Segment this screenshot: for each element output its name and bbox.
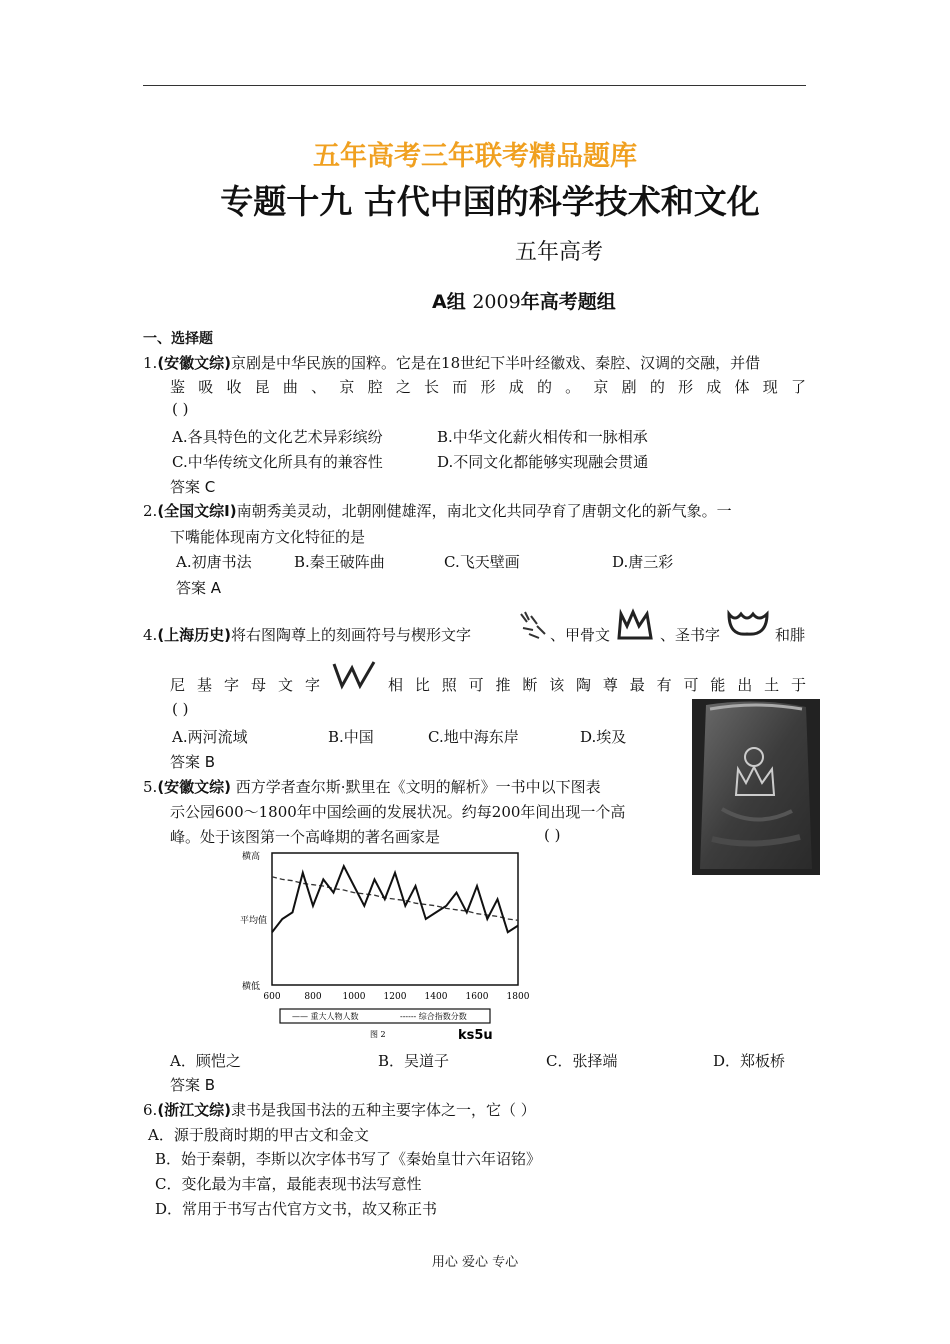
chart-x-tick-label: 1000 [342,992,366,1002]
q4-line2b: 相比照可推断该陶尊最有可能出土于 [388,676,806,694]
q5-option-c: C．张择端 [546,1052,618,1070]
q4-line1a: 4.(上海历史)将右图陶尊上的刻画符号与楔形文字 [143,626,472,644]
q5-line3: 峰。处于该图第一个高峰期的著名画家是 [170,828,441,846]
q5-line2: 示公园600～1800年中国绘画的发展状况。约每200年间出现一个高 [170,803,626,821]
q5-line1: 5.(安徽文综) 西方学者查尔斯·默里在《文明的解析》一书中以下图表 [143,778,601,796]
q4-option-c: C.地中海东岸 [428,728,519,746]
q4-line2a: 尼基字母文字 [170,676,320,694]
q4-option-d: D.埃及 [580,728,627,746]
q5-option-d: D．郑板桥 [713,1052,786,1070]
q6-line1: 6.(浙江文综)隶书是我国书法的五种主要字体之一，它（ ） [143,1101,536,1119]
topic-title: 专题十九 古代中国的科学技术和文化 [220,182,760,221]
q2-line1: 2.(全国文综Ⅰ)南朝秀美灵动，北朝刚健雄浑，南北文化共同孕育了唐朝文化的新气象。一 [143,502,732,520]
hieroglyph-symbol-icon [725,606,771,640]
q2-answer: 答案 A [176,579,222,597]
section-heading: 一、选择题 [143,331,213,347]
chart-figure-label: 图 2 [370,1030,386,1039]
chart-y-mid-label: 平均值 [240,916,268,926]
chart-x-tick-label: 1600 [465,992,489,1002]
q5-option-a: A．顾恺之 [170,1052,241,1070]
chart-x-tick-label: 1800 [506,992,530,1002]
header-rule [143,85,806,86]
series-title: 五年高考三年联考精品题库 [313,141,637,172]
q4-bracket: ( ) [172,700,189,718]
q6-option-b: B．始于秦朝，李斯以次字体书写了《秦始皇廿六年诏铭》 [155,1150,542,1168]
q6-option-c: C．变化最为丰富，最能表现书法写意性 [155,1175,422,1193]
chart-legend-people: —— 重大人物人数 [292,1012,359,1021]
q5-answer: 答案 B [170,1076,216,1094]
q2-option-d: D.唐三彩 [612,553,674,571]
q1-answer: 答案 C [170,478,216,496]
phoenician-symbol-icon [330,658,378,692]
q5-bracket: ( ) [544,826,561,844]
q4-option-a: A.两河流域 [172,728,248,746]
q1-line1: 1.(安徽文综)京剧是中华民族的国粹。它是在18世纪下半叶经徽戏、秦腔、汉调的交融，并借 [143,354,761,372]
q2-option-a: A.初唐书法 [176,553,252,571]
q6-option-a: A．源于殷商时期的甲古文和金文 [148,1126,369,1144]
page-footer: 用心 爱心 专心 [431,1255,519,1270]
q4-answer: 答案 B [170,753,216,771]
q1-option-a: A.各具特色的文化艺术异彩缤纷 [172,428,383,446]
q1-line2: 鉴吸收昆曲、京腔之长而形成的。京剧的形成体现了 [170,378,806,396]
cuneiform-symbol-icon [515,608,549,642]
chart-legend-index: ------ 综合指数分数 [400,1012,467,1021]
chart-x-tick-label: 1200 [383,992,407,1002]
q4-line1d: 和腓 [775,626,806,644]
chart-watermark: ks5u [458,1028,493,1043]
q1-option-c: C.中华传统文化所具有的兼容性 [172,453,383,471]
q1-option-d: D.不同文化都能够实现融会贯通 [437,453,649,471]
group-title: A组 2009年高考题组 [432,291,616,313]
painting-development-chart [240,843,532,1043]
q1-bracket: ( ) [172,400,189,418]
chart-x-tick-label: 600 [263,992,281,1002]
q6-option-d: D．常用于书写古代官方文书，故又称正书 [155,1200,438,1218]
q2-line2: 下嘴能体现南方文化特征的是 [170,528,366,546]
chart-x-tick-label: 1400 [424,992,448,1002]
q4-line1b: 、甲骨文 [550,626,611,644]
q4-line1c: 、圣书字 [660,626,721,644]
q1-option-b: B.中华文化薪火相传和一脉相承 [437,428,648,446]
part-title: 五年高考 [515,240,604,265]
q4-option-b: B.中国 [328,728,374,746]
pottery-vessel-photo [692,699,820,875]
chart-y-bottom-label: 横低 [242,982,261,992]
oracle-bone-symbol-icon [615,608,659,642]
chart-x-tick-label: 800 [304,992,322,1002]
q2-option-b: B.秦王破阵曲 [294,553,385,571]
chart-y-top-label: 横高 [242,852,261,862]
q5-option-b: B．吴道子 [378,1052,450,1070]
q2-option-c: C.飞天壁画 [444,553,520,571]
